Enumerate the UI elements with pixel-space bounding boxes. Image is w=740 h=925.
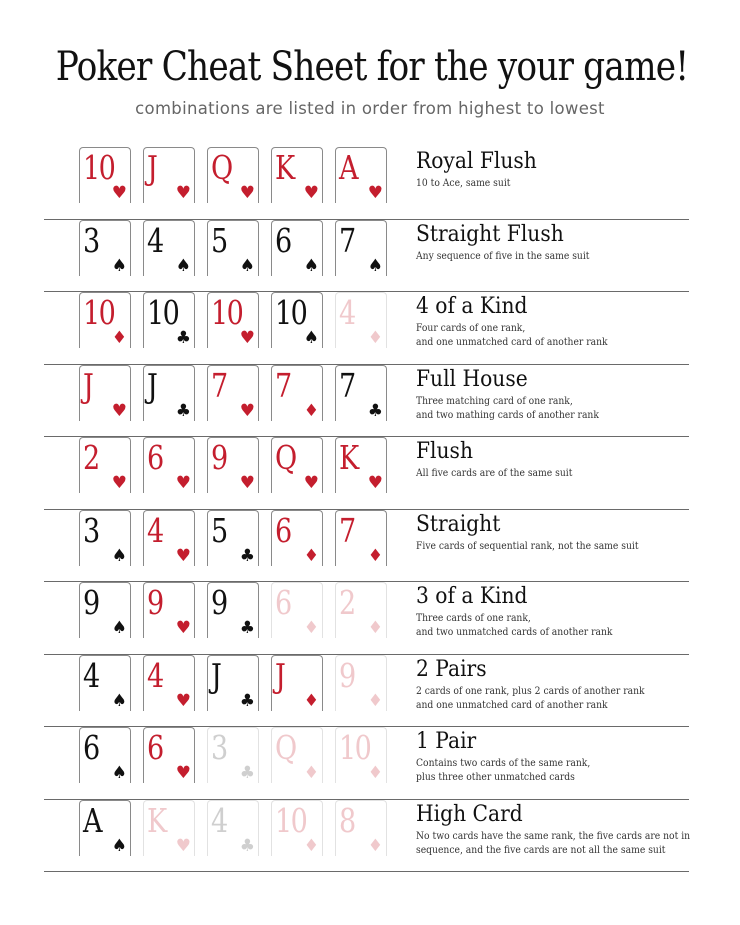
hand-description: Three matching card of one rank, and two mathing cards of another rank [416, 395, 599, 421]
hand-row [44, 365, 689, 438]
heart-suit-icon: ♥ [111, 183, 127, 203]
club-suit-icon: ♣ [367, 400, 383, 421]
playing-card [271, 220, 323, 276]
page-title: Poker Cheat Sheet for the your game! [55, 44, 689, 90]
hand-name: 1 Pair [416, 729, 477, 754]
card-rank: 10 [275, 800, 307, 840]
playing-card [335, 220, 387, 276]
playing-card [79, 147, 131, 203]
hand-name: 2 Pairs [416, 656, 487, 682]
spade-suit-icon: ♠ [111, 763, 127, 783]
card-rank: 10 [83, 293, 115, 332]
spade-suit-icon: ♠ [111, 545, 127, 566]
playing-card [79, 292, 131, 348]
club-suit-icon: ♣ [175, 328, 191, 348]
playing-card [207, 582, 259, 638]
spade-suit-icon: ♠ [111, 835, 127, 856]
card-rank: 2 [339, 583, 355, 622]
heart-suit-icon: ♥ [239, 183, 255, 203]
playing-card [143, 510, 195, 566]
playing-card [207, 147, 259, 203]
card-rank: 6 [275, 510, 291, 550]
card-rank: A [83, 800, 101, 840]
card-rank: 7 [339, 365, 355, 405]
hand-row [44, 437, 689, 510]
card-rank: 10 [83, 148, 115, 187]
card-rank: 7 [339, 220, 355, 260]
hand-name: Full House [416, 366, 528, 392]
playing-card-unused [335, 292, 387, 348]
hand-row [44, 582, 689, 655]
hand-row [44, 510, 689, 583]
hand-row [44, 147, 689, 220]
card-rank: J [83, 365, 93, 405]
playing-card-unused [335, 800, 387, 856]
diamond-suit-icon: ♦ [303, 400, 319, 421]
card-rank: 4 [147, 510, 163, 550]
card-rank: 2 [83, 438, 99, 477]
card-rank: 6 [147, 728, 163, 767]
hand-row [44, 220, 689, 293]
club-suit-icon: ♣ [239, 763, 255, 783]
card-rank: 4 [339, 293, 355, 332]
playing-card-unused [271, 800, 323, 856]
hand-description: Contains two cards of the same rank, plus three other unmatched cards [416, 758, 591, 783]
playing-card [335, 510, 387, 566]
diamond-suit-icon: ♦ [367, 328, 383, 348]
card-rank: 5 [211, 510, 227, 550]
card-rank: 3 [83, 510, 99, 550]
playing-card-unused [271, 727, 323, 783]
playing-card [271, 292, 323, 348]
playing-card-unused [207, 800, 259, 856]
playing-card [79, 582, 131, 638]
card-rank: K [339, 438, 358, 477]
playing-card [79, 365, 131, 421]
card-rank: 3 [83, 220, 99, 260]
hand-name: High Card [416, 801, 523, 827]
playing-card [143, 655, 195, 711]
card-rank: J [147, 148, 157, 187]
heart-suit-icon: ♥ [175, 835, 191, 856]
card-rank: 9 [211, 438, 227, 477]
heart-suit-icon: ♥ [303, 183, 319, 203]
playing-card [207, 365, 259, 421]
hand-description: Four cards of one rank, and one unmatched card of another rank [416, 323, 608, 348]
spade-suit-icon: ♠ [367, 255, 383, 276]
heart-suit-icon: ♥ [175, 183, 191, 203]
playing-card [143, 727, 195, 783]
card-rank: 4 [147, 655, 163, 695]
playing-card [271, 365, 323, 421]
card-rank: 4 [211, 800, 227, 840]
playing-card [79, 510, 131, 566]
hand-row [44, 727, 689, 800]
diamond-suit-icon: ♦ [303, 618, 319, 638]
diamond-suit-icon: ♦ [303, 763, 319, 783]
playing-card [271, 655, 323, 711]
diamond-suit-icon: ♦ [367, 545, 383, 566]
card-rank: 6 [275, 583, 291, 622]
club-suit-icon: ♣ [239, 690, 255, 711]
hand-name: 4 of a Kind [416, 294, 528, 319]
playing-card-unused [207, 727, 259, 783]
hand-description: 2 cards of one rank, plus 2 cards of another rank and one unmatched card of another rank [416, 685, 645, 711]
playing-card [271, 437, 323, 493]
heart-suit-icon: ♥ [111, 400, 127, 421]
hand-name: Straight Flush [416, 221, 564, 247]
card-rank: 9 [147, 583, 163, 622]
spade-suit-icon: ♠ [239, 255, 255, 276]
hand-description: 10 to Ace, same suit [416, 178, 511, 189]
card-rank: A [339, 148, 357, 187]
diamond-suit-icon: ♦ [111, 328, 127, 348]
playing-card-unused [335, 582, 387, 638]
playing-card [143, 292, 195, 348]
hand-description: Five cards of sequential rank, not the same suit [416, 540, 639, 552]
diamond-suit-icon: ♦ [367, 690, 383, 711]
card-rank: 6 [147, 438, 163, 477]
playing-card-unused [335, 727, 387, 783]
spade-suit-icon: ♠ [111, 690, 127, 711]
playing-card [335, 365, 387, 421]
card-rank: J [275, 655, 285, 695]
diamond-suit-icon: ♦ [303, 545, 319, 566]
playing-card [207, 220, 259, 276]
diamond-suit-icon: ♦ [303, 835, 319, 856]
spade-suit-icon: ♠ [303, 328, 319, 348]
playing-card [207, 655, 259, 711]
hand-name: 3 of a Kind [416, 584, 528, 609]
hand-row [44, 655, 689, 728]
page-subtitle: combinations are listed in order from highest to lowest [135, 99, 605, 118]
playing-card [143, 437, 195, 493]
card-rank: J [147, 365, 157, 405]
card-rank: 3 [211, 728, 227, 767]
playing-card [79, 727, 131, 783]
card-rank: 7 [275, 365, 291, 405]
playing-card [143, 582, 195, 638]
card-rank: 10 [211, 293, 243, 332]
heart-suit-icon: ♥ [175, 545, 191, 566]
diamond-suit-icon: ♦ [367, 835, 383, 856]
card-rank: 10 [275, 293, 307, 332]
card-rank: 7 [211, 365, 227, 405]
diamond-suit-icon: ♦ [303, 690, 319, 711]
playing-card-unused [143, 800, 195, 856]
heart-suit-icon: ♥ [175, 690, 191, 711]
hand-name: Royal Flush [416, 149, 537, 174]
card-rank: 10 [147, 293, 179, 332]
playing-card [79, 800, 131, 856]
hand-name: Straight [416, 511, 501, 537]
card-rank: 9 [211, 583, 227, 622]
card-rank: 8 [339, 800, 355, 840]
hand-description: Any sequence of five in the same suit [416, 250, 590, 262]
heart-suit-icon: ♥ [239, 473, 255, 493]
heart-suit-icon: ♥ [367, 473, 383, 493]
hand-description: Three cards of one rank, and two unmatched cards of another rank [416, 613, 613, 638]
playing-card [207, 292, 259, 348]
playing-card [271, 147, 323, 203]
card-rank: 6 [83, 728, 99, 767]
playing-card [207, 510, 259, 566]
card-rank: Q [275, 728, 296, 767]
card-rank: K [147, 800, 166, 840]
card-rank: J [211, 655, 221, 695]
playing-card [335, 147, 387, 203]
club-suit-icon: ♣ [175, 400, 191, 421]
club-suit-icon: ♣ [239, 618, 255, 638]
heart-suit-icon: ♥ [111, 473, 127, 493]
hand-description: No two cards have the same rank, the five cards are not in sequence, and the five cards are not all the same suit [416, 830, 691, 856]
heart-suit-icon: ♥ [175, 618, 191, 638]
playing-card [79, 655, 131, 711]
heart-suit-icon: ♥ [175, 473, 191, 493]
playing-card-unused [335, 655, 387, 711]
playing-card [271, 510, 323, 566]
heart-suit-icon: ♥ [303, 473, 319, 493]
heart-suit-icon: ♥ [367, 183, 383, 203]
playing-card [143, 220, 195, 276]
card-rank: 10 [339, 728, 371, 767]
hand-name: Flush [416, 439, 473, 464]
card-rank: K [275, 148, 294, 187]
spade-suit-icon: ♠ [111, 255, 127, 276]
spade-suit-icon: ♠ [111, 618, 127, 638]
diamond-suit-icon: ♦ [367, 763, 383, 783]
card-rank: 9 [83, 583, 99, 622]
hand-row [44, 800, 689, 873]
playing-card [143, 365, 195, 421]
card-rank: 9 [339, 655, 355, 695]
card-rank: 7 [339, 510, 355, 550]
club-suit-icon: ♣ [239, 835, 255, 856]
club-suit-icon: ♣ [239, 545, 255, 566]
page-header [0, 0, 740, 130]
spade-suit-icon: ♠ [303, 255, 319, 276]
heart-suit-icon: ♥ [239, 328, 255, 348]
heart-suit-icon: ♥ [239, 400, 255, 421]
card-rank: 5 [211, 220, 227, 260]
playing-card [335, 437, 387, 493]
hand-row [44, 292, 689, 365]
card-rank: 4 [83, 655, 99, 695]
playing-card [207, 437, 259, 493]
spade-suit-icon: ♠ [175, 255, 191, 276]
playing-card [79, 220, 131, 276]
playing-card-unused [271, 582, 323, 638]
card-rank: Q [211, 148, 232, 187]
card-rank: 6 [275, 220, 291, 260]
card-rank: Q [275, 438, 296, 477]
hand-description: All five cards are of the same suit [416, 468, 573, 479]
diamond-suit-icon: ♦ [367, 618, 383, 638]
heart-suit-icon: ♥ [175, 763, 191, 783]
card-rank: 4 [147, 220, 163, 260]
playing-card [143, 147, 195, 203]
playing-card [79, 437, 131, 493]
